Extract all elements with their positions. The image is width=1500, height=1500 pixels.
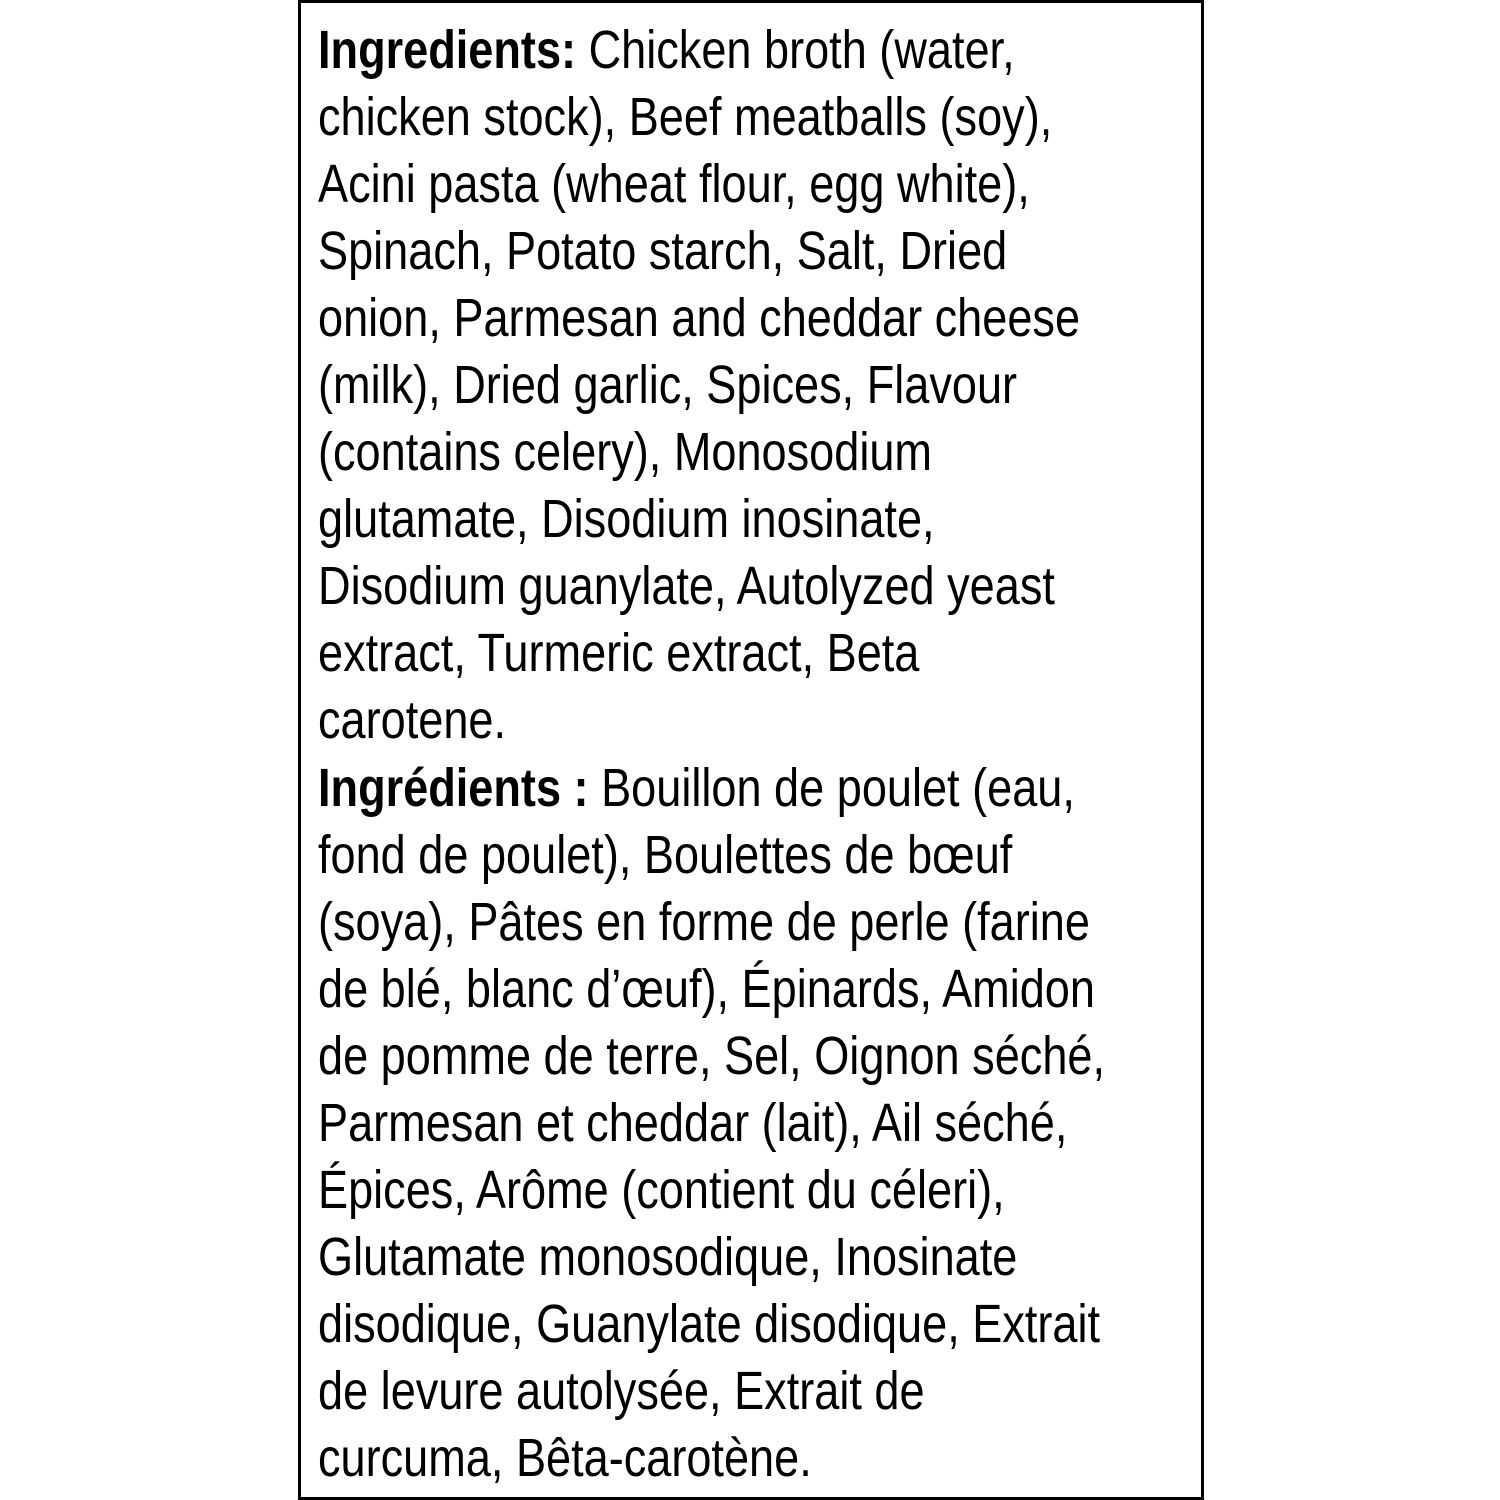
- french-ingredients-line-1: [318, 755, 1075, 822]
- english-ingredients-line: (milk), Dried garlic, Spices, Flavour: [318, 355, 1018, 416]
- french-ingredients-line: disodique, Guanylate disodique, Extrait: [318, 1293, 1101, 1354]
- english-ingredients-line: (contains celery), Monosodium: [318, 422, 932, 483]
- french-ingredients-line: de levure autolysée, Extrait de: [318, 1360, 925, 1421]
- english-ingredients-line: Disodium guanylate, Autolyzed yeast: [318, 556, 1055, 617]
- english-ingredients-line: Acini pasta (wheat flour, egg white),: [318, 154, 1030, 215]
- french-ingredients-line: Parmesan et cheddar (lait), Ail séché,: [318, 1092, 1068, 1153]
- english-ingredients-line-1: [318, 17, 1044, 84]
- french-ingredients-text: Bouillon de poulet (eau,: [588, 757, 1075, 818]
- french-ingredients-line: curcuma, Bêta-carotène.: [318, 1427, 812, 1488]
- english-ingredients-text: Chicken broth (water,: [576, 20, 1015, 80]
- ingredients-label-panel: [298, 0, 1204, 1500]
- french-ingredients-line: (soya), Pâtes en forme de perle (farine: [318, 891, 1090, 952]
- french-ingredients-line: Glutamate monosodique, Inosinate: [318, 1226, 1018, 1287]
- english-ingredients-line: extract, Turmeric extract, Beta: [318, 623, 920, 684]
- english-ingredients-line: glutamate, Disodium inosinate,: [318, 489, 935, 550]
- english-ingredients-line: Spinach, Potato starch, Salt, Dried: [318, 221, 1008, 282]
- french-ingredients-line: fond de poulet), Boulettes de bœuf: [318, 824, 1013, 885]
- french-ingredients-line: de blé, blanc d’œuf), Épinards, Amidon: [318, 958, 1095, 1019]
- english-ingredients-line: carotene.: [318, 690, 507, 751]
- english-ingredients-heading: Ingredients:: [318, 20, 577, 80]
- ingredients-text: [318, 17, 1106, 1492]
- english-ingredients-line: onion, Parmesan and cheddar cheese: [318, 288, 1081, 349]
- english-ingredients-line: chicken stock), Beef meatballs (soy),: [318, 87, 1053, 148]
- french-ingredients-line: de pomme de terre, Sel, Oignon séché,: [318, 1025, 1106, 1086]
- french-ingredients-heading: Ingrédients :: [318, 757, 589, 818]
- french-ingredients-line: Épices, Arôme (contient du céleri),: [318, 1159, 1005, 1220]
